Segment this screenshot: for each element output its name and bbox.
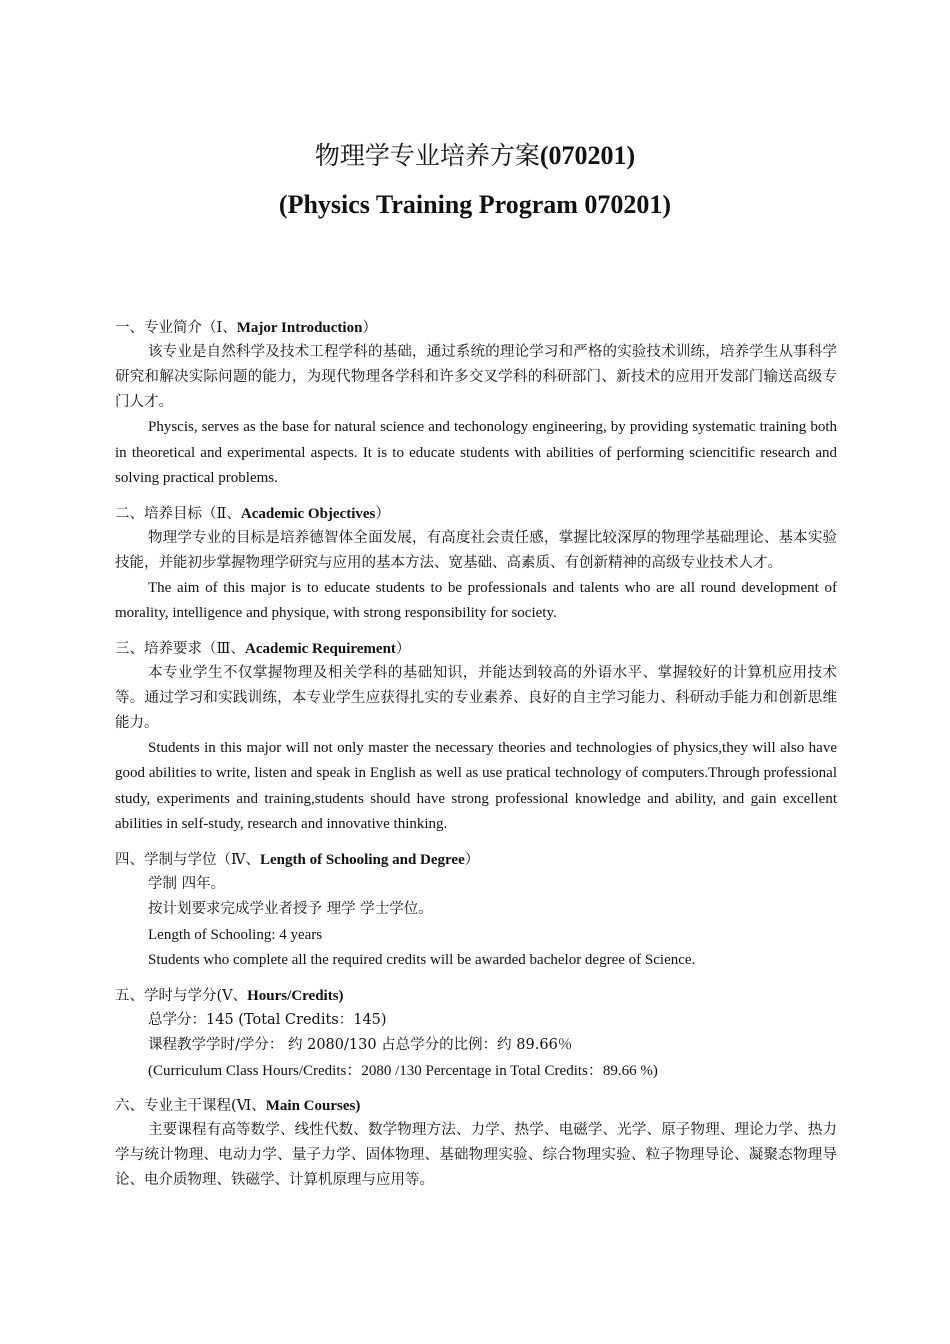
- schooling-length-zh: 学制 四年。: [148, 875, 226, 892]
- heading-english: Length of Schooling and Degree: [260, 851, 465, 868]
- paragraph-english: The aim of this major is to educate students to be professionals and talents who are all round development of morality, intelligence and physique, with strong responsibility for society.: [115, 579, 837, 621]
- class-hours-credits-zh: 课程教学学时/学分： 约 2080/130 占总学分的比例：约 89.66％: [148, 1037, 573, 1053]
- section-heading: [115, 316, 837, 340]
- paragraph-chinese: 该专业是自然科学及技术工程学科的基础，通过系统的理论学习和严格的实验技术训练，培养学生从事科学研究和解决实际问题的能力，为现代物理各学科和许多交叉学科的科研部门、新技术的应用开发部门输送高级专门人才。: [115, 344, 837, 410]
- section-heading: [115, 848, 837, 872]
- heading-english: Academic Objectives: [240, 505, 376, 522]
- heading-suffix: ）: [395, 640, 411, 657]
- page-title-chinese: [0, 136, 950, 176]
- paragraph-english: Students in this major will not only master the necessary theories and technologies of physics,they will also have good abilities to write, listen and speak in English as well as use pratical technology of computers.Through professional study, experiments and training,students should have strong professional knowledge and ability, and gain excellent abilities in self-study, research and innovative thinking.: [115, 739, 837, 832]
- section-heading: [115, 1094, 837, 1118]
- heading-prefix: 一、专业简介（Ⅰ、: [115, 320, 237, 336]
- paragraph-english: Physcis, serves as the base for natural science and techonology engineering, by providing systematic training both in theoretical and experimental aspects. It is to educate students with abilities of performing sciencitific research and solving practical problems.: [115, 419, 837, 486]
- section-academic-objectives: [115, 502, 837, 627]
- title-block: [0, 136, 950, 224]
- paragraph-chinese: 本专业学生不仅掌握物理及相关学科的基础知识，并能达到较高的外语水平、掌握较好的计算机应用技术等。通过学习和实践训练，本专业学生应获得扎实的专业素养、良好的自主学习能力、科研动手能力和创新思维能力。: [115, 664, 837, 731]
- heading-english: Major Introduction: [236, 320, 363, 336]
- heading-prefix: 三、培养要求（Ⅲ、: [115, 640, 245, 657]
- class-hours-credits-en: (Curriculum Class Hours/Credits：2080 /130 Percentage in Total Credits：89.66 %): [148, 1062, 658, 1079]
- heading-english: Hours/Credits): [247, 987, 344, 1004]
- heading-suffix: ）: [375, 505, 390, 522]
- heading-suffix: ）: [464, 851, 480, 868]
- paragraph-chinese: 主要课程有高等数学、线性代数、数学物理方法、力学、热学、电磁学、光学、原子物理、理论力学、热力学与统计物理、电动力学、量子力学、固体物理、基础物理实验、综合物理实验、粒子物理导论、凝聚态物理导论、电介质物理、铁磁学、计算机原理与应用等。: [115, 1122, 837, 1188]
- section-heading: [115, 637, 837, 661]
- heading-prefix: 五、学时与学分(Ⅴ、: [115, 987, 248, 1004]
- heading-english: Main Courses): [265, 1098, 361, 1114]
- section-heading: [115, 502, 837, 526]
- section-main-courses: [115, 1094, 837, 1193]
- title-zh-code: (070201): [539, 141, 636, 170]
- total-credits: 总学分：145 (Total Credits：145): [148, 1011, 387, 1028]
- heading-prefix: 六、专业主干课程(Ⅵ、: [115, 1098, 266, 1114]
- paragraph-chinese: 物理学专业的目标是培养德智体全面发展，有高度社会责任感，掌握比较深厚的物理学基础理论、基本实验技能，并能初步掌握物理学研究与应用的基本方法、宽基础、高素质、有创新精神的高级专业技术人才。: [115, 529, 837, 571]
- heading-prefix: 二、培养目标（Ⅱ、: [115, 505, 241, 522]
- section-hours-credits: [115, 984, 837, 1085]
- section-schooling-and-degree: [115, 848, 837, 974]
- degree-award-en: Students who complete all the required credits will be awarded bachelor degree of Science.: [148, 952, 696, 968]
- degree-award-zh: 按计划要求完成学业者授予 理学 学士学位。: [148, 901, 433, 917]
- heading-prefix: 四、学制与学位（Ⅳ、: [115, 851, 260, 868]
- section-academic-requirement: [115, 637, 837, 838]
- heading-english: Academic Requirement: [244, 640, 396, 657]
- heading-suffix: ）: [362, 320, 377, 336]
- section-major-introduction: [115, 316, 837, 492]
- document-body: [115, 316, 837, 1203]
- section-heading: [115, 984, 837, 1008]
- schooling-length-en: Length of Schooling: 4 years: [148, 926, 323, 943]
- title-zh-main: 物理学专业培养方案: [314, 141, 540, 170]
- page-title-english: (Physics Training Program 070201): [278, 190, 672, 219]
